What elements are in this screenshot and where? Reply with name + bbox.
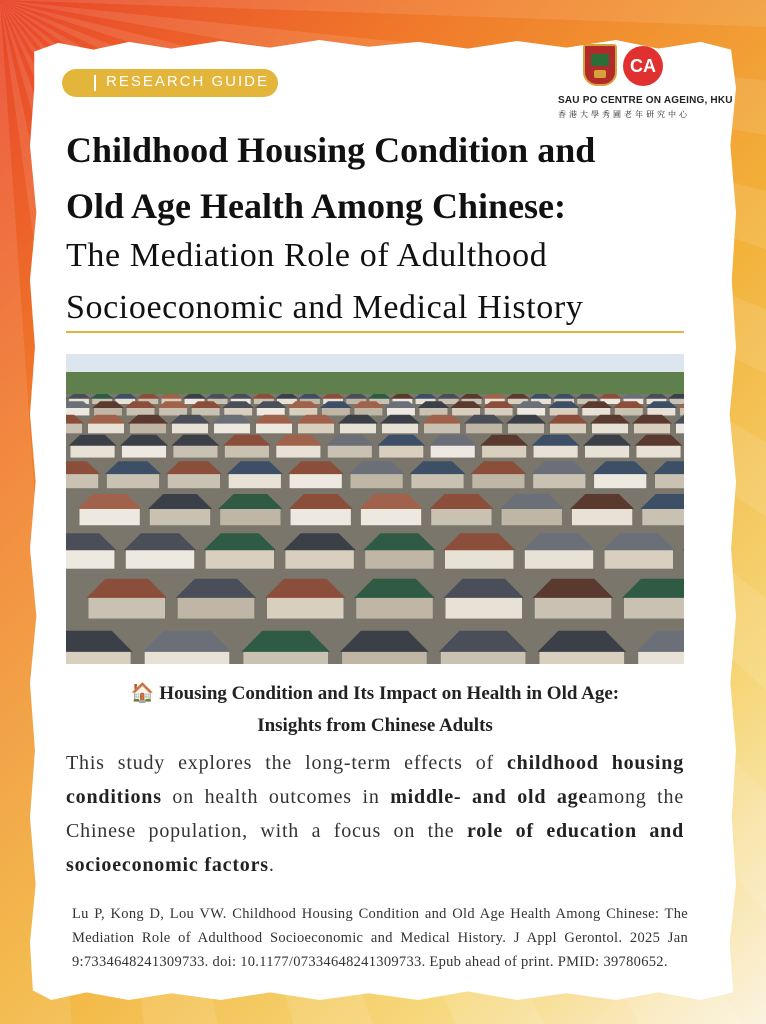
residential-rooftops-photo	[66, 354, 684, 664]
subtitle	[66, 230, 706, 334]
caption-line-2: Insights from Chinese Adults	[257, 715, 493, 736]
summary-text-1: This study explores the long-term effects of	[66, 752, 507, 774]
org-name-en: SAU PO CENTRE ON AGEING, HKU	[558, 95, 733, 106]
caption	[66, 678, 684, 742]
summary-text-3: among the Chinese population, with a focus on the	[66, 786, 684, 842]
summary-text-4: .	[268, 854, 275, 876]
title-line-1: Childhood Housing Condition and	[66, 130, 596, 170]
subtitle-line-1: The Mediation Role of Adulthood	[66, 237, 548, 274]
summary-bold-3: role of education and socioeconomic factors	[66, 820, 684, 876]
gold-divider	[66, 331, 684, 333]
main-title	[66, 122, 686, 234]
summary-text-2: on health outcomes in	[161, 786, 391, 808]
university-crest-icon	[583, 44, 617, 86]
summary-paragraph	[66, 746, 684, 882]
pill-divider	[94, 75, 96, 91]
pill-label: RESEARCH GUIDE	[106, 73, 270, 90]
subtitle-line-2: Socioeconomic and Medical History	[66, 289, 584, 326]
title-line-2: Old Age Health Among Chinese:	[66, 186, 567, 226]
org-name-zh: 香港大學秀圃老年研究中心	[558, 110, 690, 119]
summary-bold-1: childhood housing conditions	[66, 752, 684, 808]
citation: Lu P, Kong D, Lou VW. Childhood Housing Condition and Old Age Health Among Chinese: The Mediation Role of Adulthood Socioeconomic and Medical History. J Appl Gerontol. 2025 Jan 9:7334648241309733. doi: 10.1177/07334648241309733. Epub ahead of print. PMID: 39780652.	[72, 906, 688, 970]
centre-logo-icon: CA	[623, 46, 663, 86]
caption-line-1: 🏠 Housing Condition and Its Impact on Health in Old Age:	[130, 683, 620, 704]
research-guide-pill	[62, 69, 278, 97]
summary-bold-2: middle- and old age	[390, 786, 589, 808]
